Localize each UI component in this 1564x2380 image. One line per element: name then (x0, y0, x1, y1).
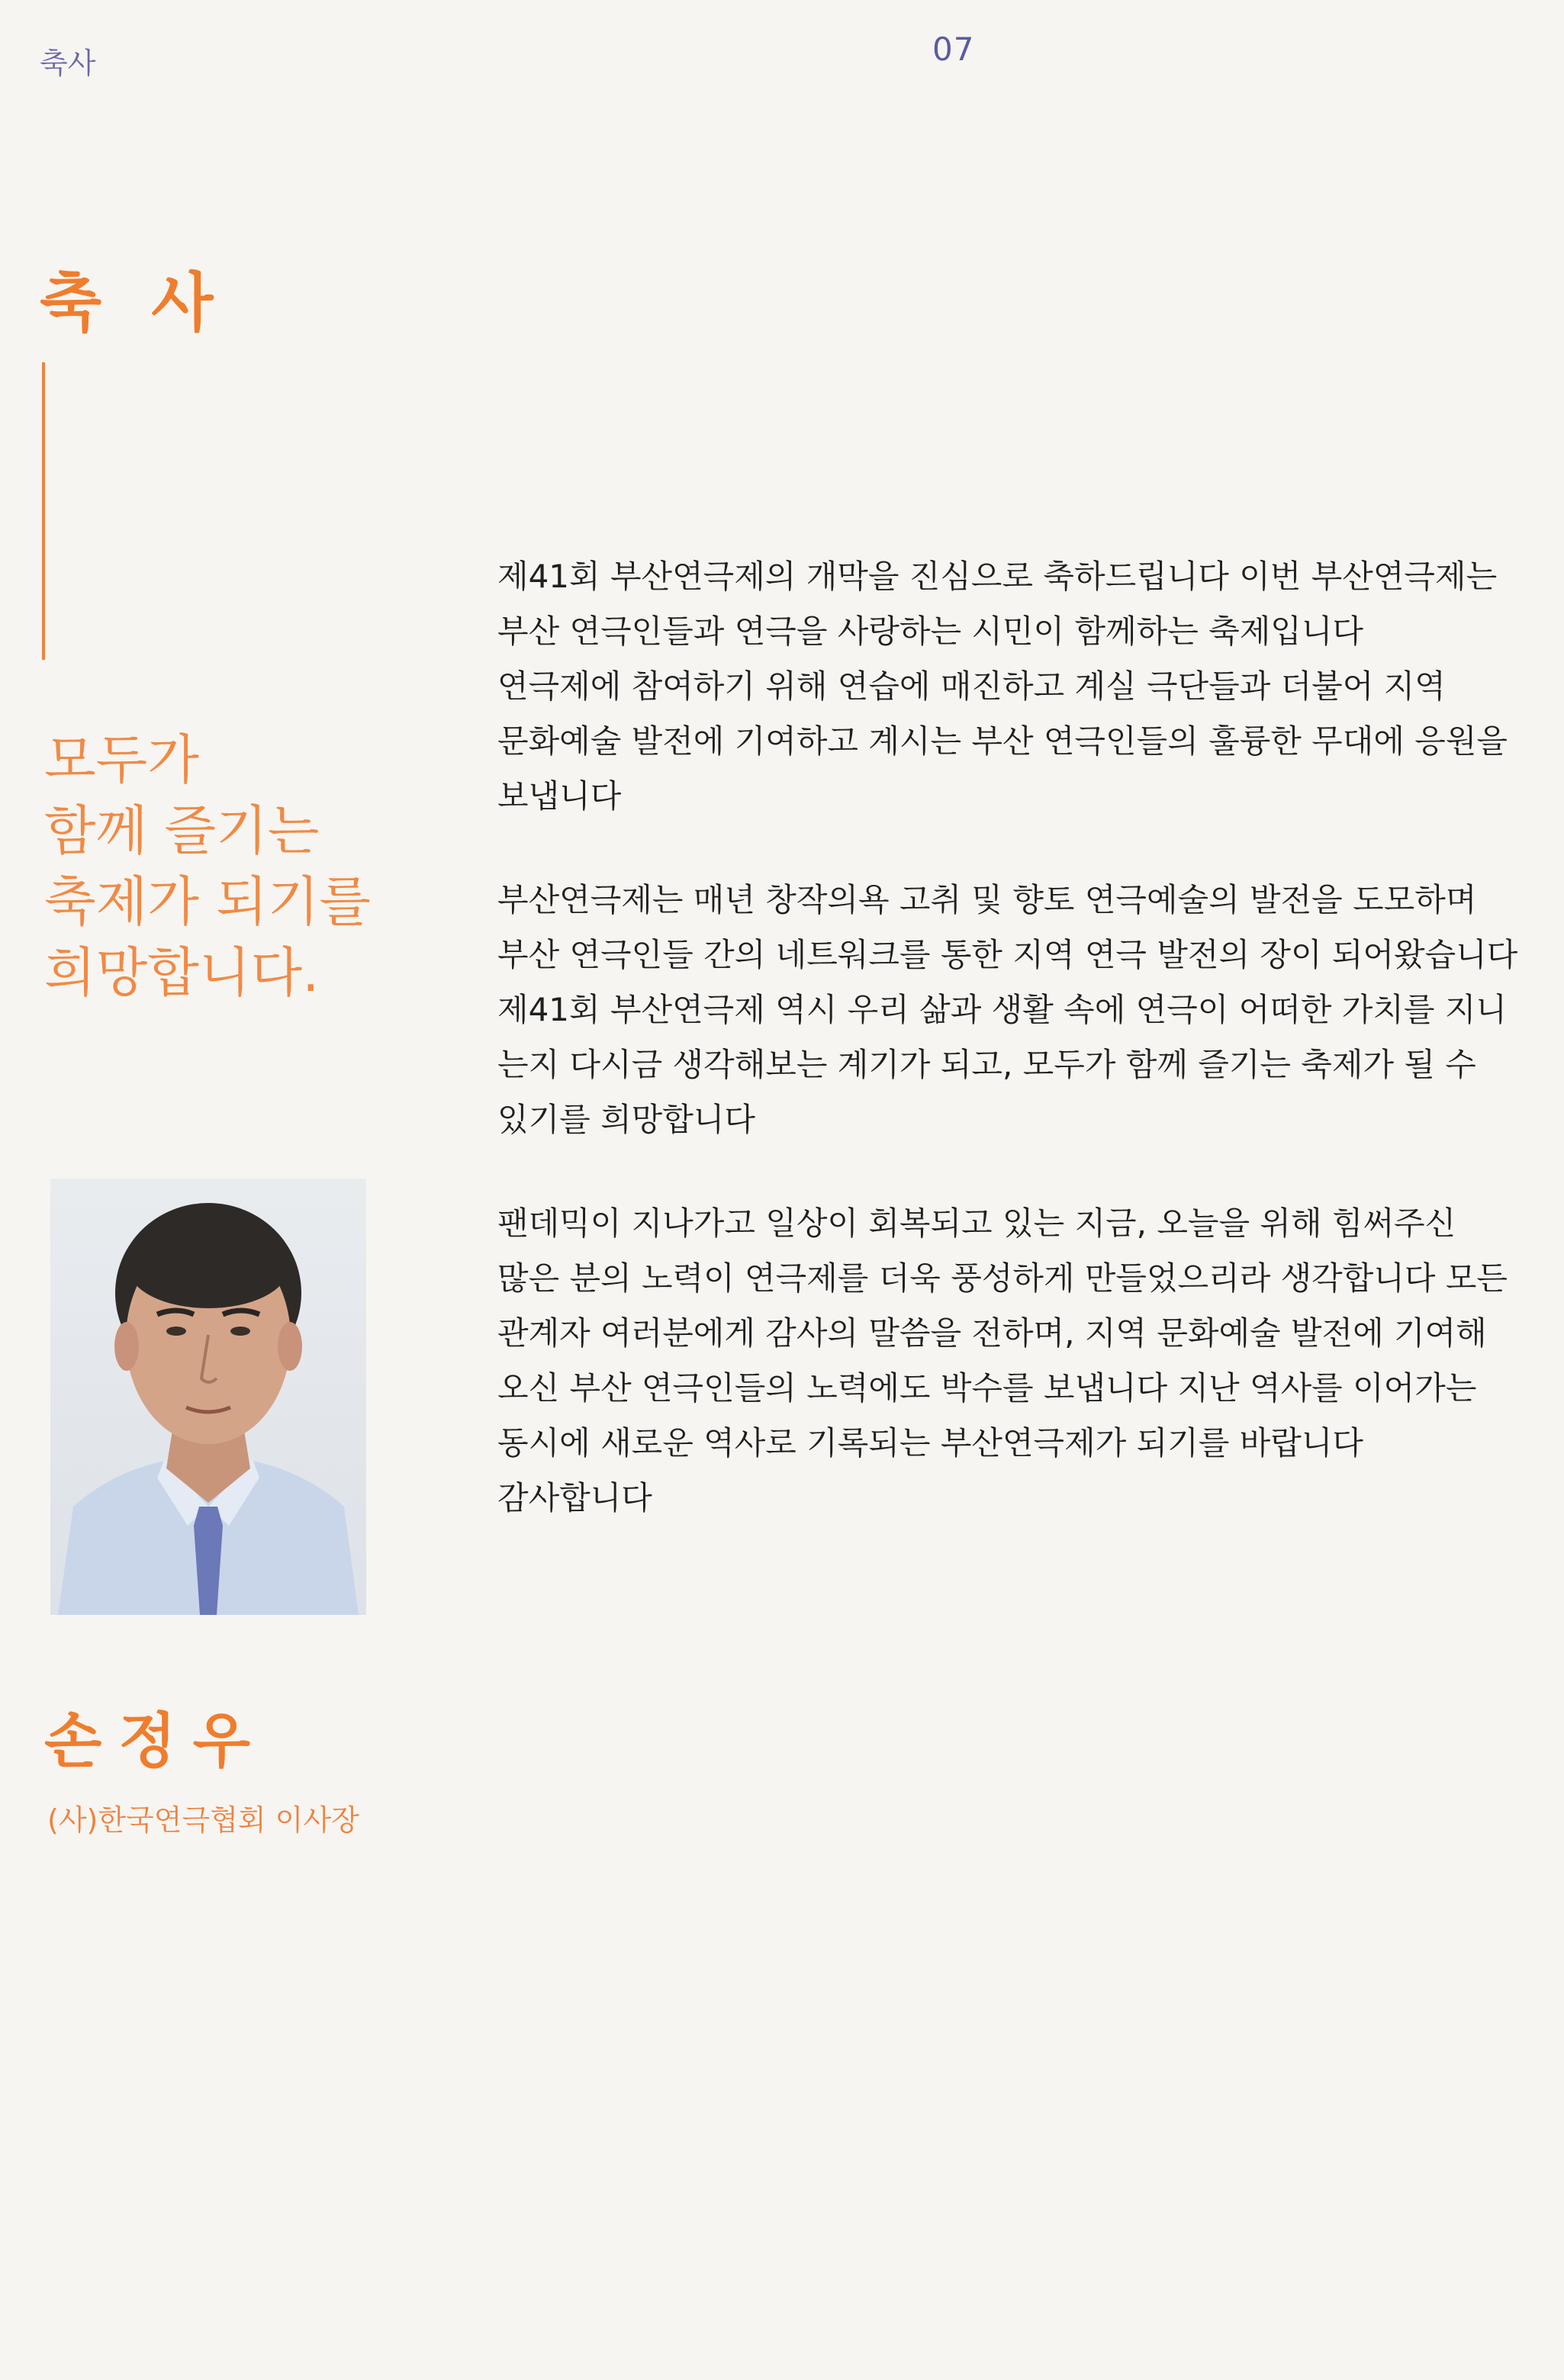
text-line: 부산연극제는 매년 창작의욕 고취 및 향토 연극예술의 발전을 도모하며 (497, 881, 1477, 918)
letter-body (497, 549, 1520, 1574)
text-line: 많은 분의 노력이 연극제를 더욱 풍성하게 만들었으리라 생각합니다 모든 (497, 1259, 1508, 1297)
accent-divider (42, 362, 45, 660)
paragraph (497, 1196, 1520, 1526)
page-title: 축 사 (40, 265, 227, 340)
speaker-role: (사)한국연극협회 이사장 (47, 1803, 359, 1837)
paragraph (497, 549, 1520, 824)
portrait-photo (50, 1179, 366, 1615)
text-line: 부산 연극인들과 연극을 사랑하는 시민이 함께하는 축제입니다 (497, 613, 1363, 650)
text-line: 문화예술 발전에 기여하고 계시는 부산 연극인들의 훌륭한 무대에 응원을 (497, 722, 1508, 760)
speaker-name: 손정우 (44, 1707, 268, 1776)
text-line: 는지 다시금 생각해보는 계기가 되고, 모두가 함께 즐기는 축제가 될 수 (497, 1046, 1476, 1083)
text-line: 연극제에 참여하기 위해 연습에 매진하고 계실 극단들과 더불어 지역 (497, 667, 1446, 705)
text-line: 오신 부산 연극인들의 노력에도 박수를 보냅니다 지난 역사를 이어가는 (497, 1369, 1477, 1407)
running-header: 축사 (40, 47, 96, 80)
text-line: 감사합니다 (497, 1479, 652, 1516)
text-line: 제41회 부산연극제의 개막을 진심으로 축하드립니다 이번 부산연극제는 (497, 558, 1498, 595)
paragraph (497, 873, 1520, 1147)
text-line: 있기를 희망합니다 (497, 1101, 755, 1138)
text-line: 부산 연극인들 간의 네트워크를 통한 지역 연극 발전의 장이 되어왔습니다 (497, 936, 1518, 973)
text-line: 보냅니다 (497, 777, 622, 815)
portrait-illustration (50, 1179, 366, 1615)
text-line: 관계자 여러분에게 감사의 말씀을 전하며, 지역 문화예술 발전에 기여해 (497, 1314, 1487, 1352)
headline (44, 725, 371, 1008)
page-number: 07 (932, 31, 975, 68)
headline-line: 희망합니다. (44, 941, 320, 1004)
headline-line: 함께 즐기는 (44, 799, 320, 862)
text-line: 제41회 부산연극제 역시 우리 삶과 생활 속에 연극이 어떠한 가치를 지니 (497, 991, 1507, 1028)
text-line: 동시에 새로운 역사로 기록되는 부산연극제가 되기를 바랍니다 (497, 1424, 1363, 1462)
headline-line: 모두가 (44, 728, 199, 791)
headline-line: 축제가 되기를 (44, 870, 371, 933)
text-line: 팬데믹이 지나가고 일상이 회복되고 있는 지금, 오늘을 위해 힘써주신 (497, 1204, 1456, 1242)
